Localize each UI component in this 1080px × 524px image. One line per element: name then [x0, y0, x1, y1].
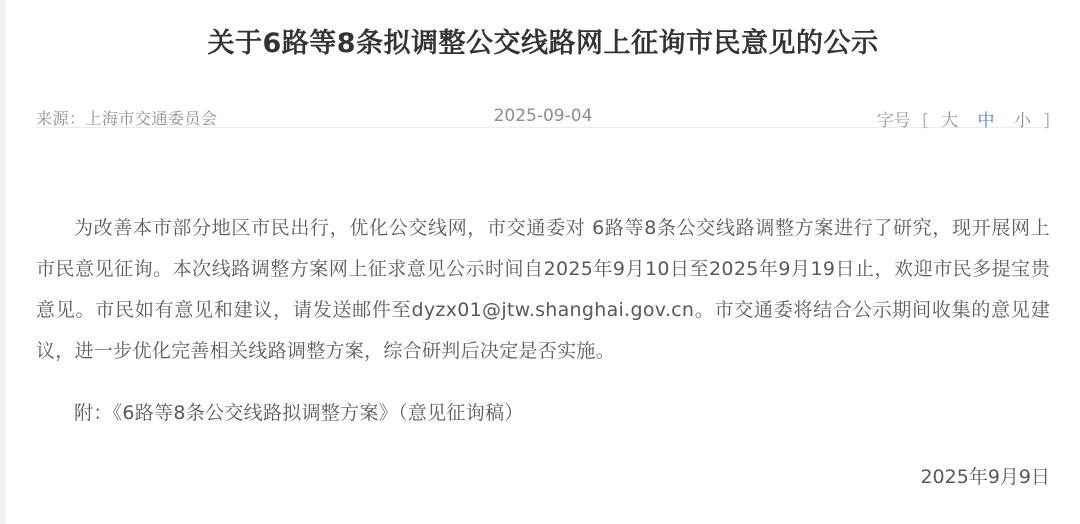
source-label: 来源：上海市交通委员会 [36, 109, 218, 128]
font-size-bracket-open: [ [922, 111, 929, 131]
publish-date: 2025-09-04 [493, 106, 593, 126]
font-size-label: 字号 [876, 111, 911, 131]
font-size-medium-button[interactable]: 中 [977, 111, 995, 131]
body-text-after-email: 。市交通委将结合公示期间收集的意见建议，进一步优化完善相关线路调整方案，综合研判后决定是否实施。 [36, 299, 1050, 362]
page-title: 关于6路等8条拟调整公交线路网上征询市民意见的公示 [207, 28, 879, 59]
attachment-line: 附：《6路等8条公交线路拟调整方案》（意见征询稿） [74, 402, 524, 424]
body-paragraph [36, 208, 1050, 372]
font-size-small-button[interactable]: 小 [1013, 111, 1031, 131]
font-size-large-button[interactable]: 大 [941, 111, 959, 131]
article-page [6, 0, 1080, 524]
font-size-control [877, 106, 1050, 131]
signature-date: 2025年9月9日 [920, 466, 1050, 488]
font-size-bracket-close: ] [1043, 111, 1050, 131]
body-text-before-email: 为改善本市部分地区市民出行，优化公交线网，市交通委对 6路等8条公交线路调整方案进行了研究，现开展网上市民意见征询。本次线路调整方案网上征求意见公示时间自2025年9月10日至2025年9月19日止，欢迎市民多提宝贵意见。市民如有意见和建议，请发送邮件至 [36, 217, 1050, 321]
email-address: dyzx01@jtw.shanghai.gov.cn [411, 299, 695, 321]
meta-row [36, 106, 1050, 131]
